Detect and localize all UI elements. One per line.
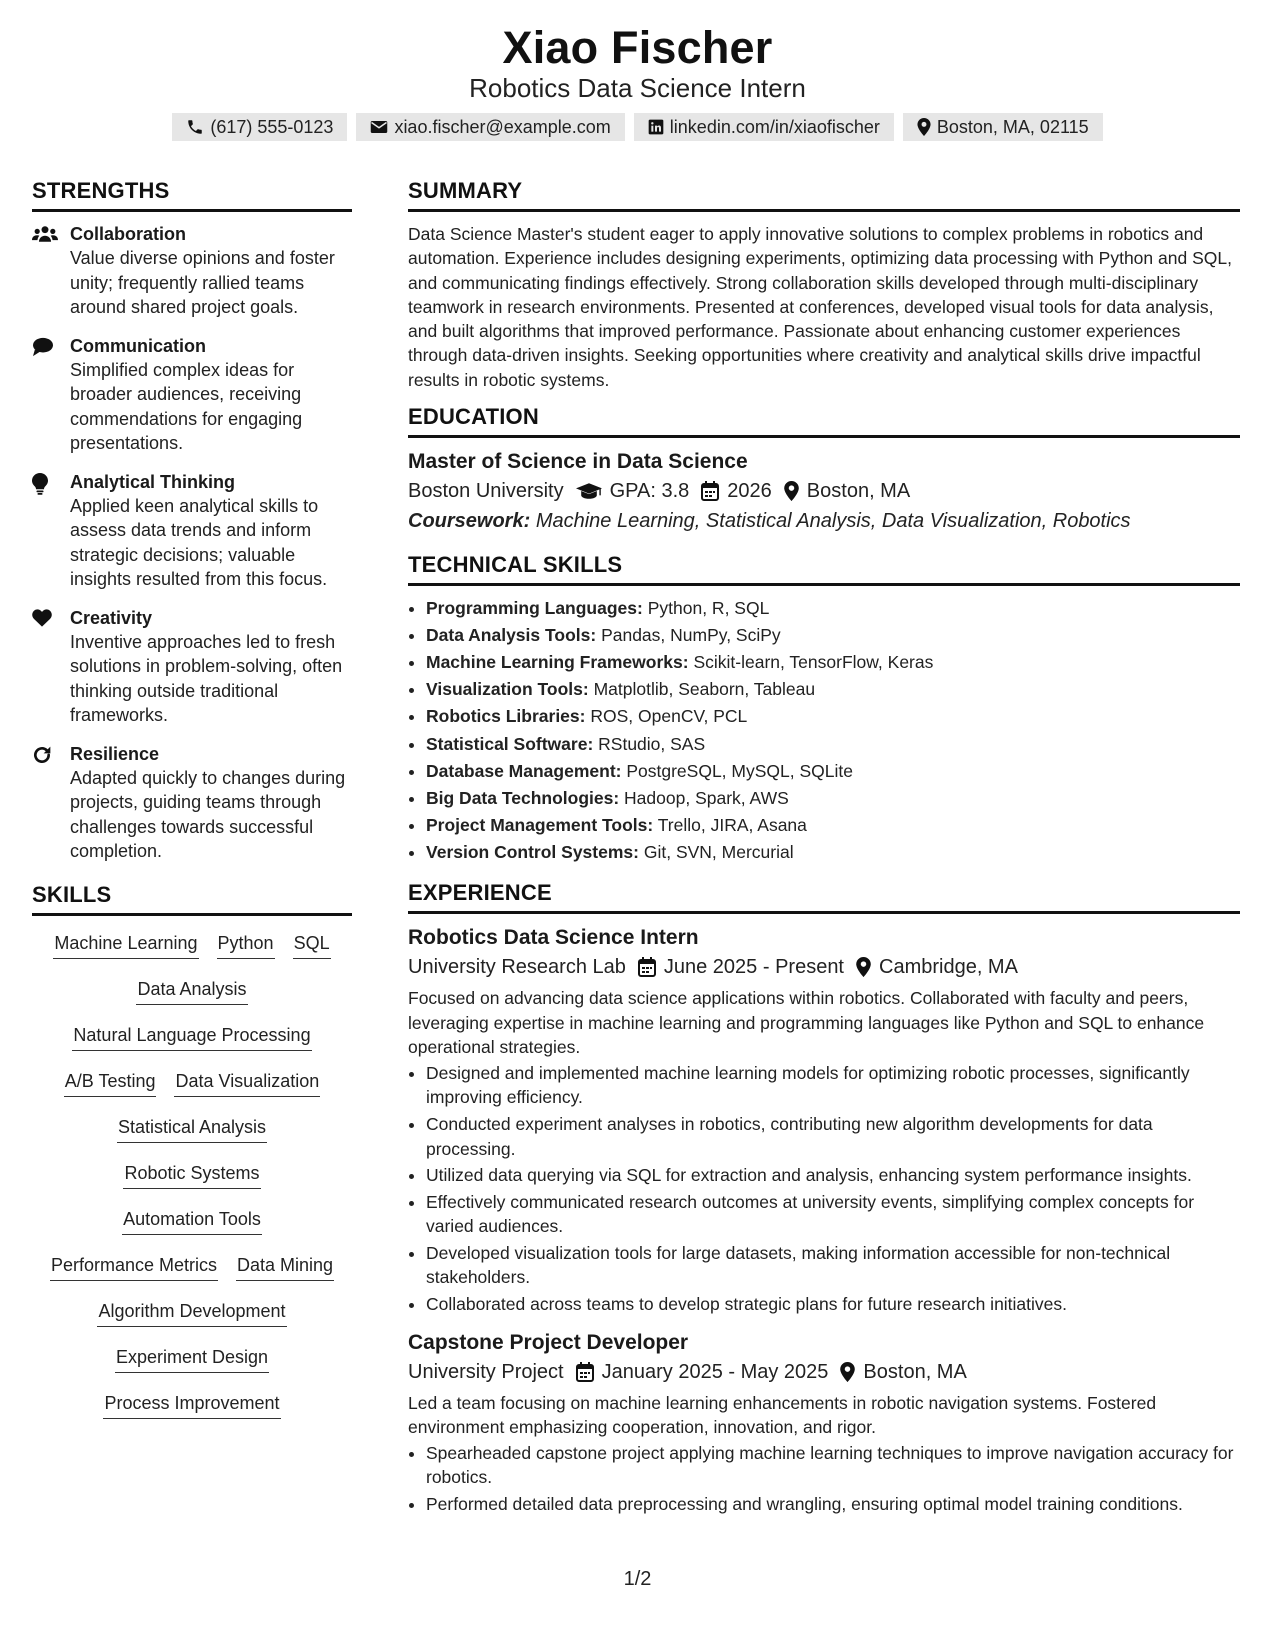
list-item: • Developed visualization tools for large datasets, making information accessible for non-technical stakeholders. [426,1241,1240,1290]
map-pin-icon [840,1362,855,1382]
technical-skills-list [408,596,1240,864]
skill-values: Python, R, SQL [647,598,770,619]
contact-location [903,113,1103,141]
map-pin-icon [784,481,799,501]
strengths-heading: STRENGTHS [32,178,352,212]
skill-values: Hadoop, Spark, AWS [624,787,789,808]
skill-tag: Robotic Systems [123,1160,260,1189]
skills-list [32,926,352,1436]
speech-bubble-icon [32,344,54,361]
skill-tag: Performance Metrics [50,1252,218,1281]
candidate-name: Xiao Fischer [502,22,773,73]
page-number: 1/2 [623,1568,652,1590]
heart-icon [32,614,52,631]
skill-tag: Process Improvement [103,1390,280,1419]
degree-title: Master of Science in Data Science [408,450,748,474]
list-item: • Spearheaded capstone project applying machine learning techniques to improve navigation accuracy for robotics. [426,1441,1240,1490]
skill-category: Programming Languages: [426,598,643,619]
email-text: xiao.fischer@example.com [394,116,611,137]
job-summary: Focused on advancing data science applications within robotics. Collaborated with faculty and peers, leveraging expertise in machine learning and programming languages like Python and SQL to enhance operational strategies. [408,988,1205,1057]
strength-desc: Simplified complex ideas for broader audiences, receiving commendations for engaging presentations. [70,359,303,453]
strength-item [32,606,352,728]
skill-tag: Algorithm Development [97,1298,286,1327]
list-item [426,732,1240,756]
strength-desc: Adapted quickly to changes during projects, guiding teams through challenges towards successful completion. [70,767,346,861]
strength-item [32,222,352,320]
coursework-list: Machine Learning, Statistical Analysis, Data Visualization, Robotics [535,510,1131,533]
map-pin-icon [856,957,871,977]
skill-category: Version Control Systems: [426,841,639,862]
skill-tag: SQL [293,930,331,959]
summary-text: Data Science Master's student eager to apply innovative solutions to complex problems in robotics and automation. Experience includes designing experiments, optimizing data processing with Python and SQL, and communicating findings effectively. Strong collaboration skills developed through multi-disciplinary teamwork in research environments. Presented at conferences, developed visual tools for data analysis, and built algorithms that improved performance. Passionate about enhancing customer experiences through data-driven insights. Seeking opportunities where creativity and analytical skills drive impactful results in robotic systems. [408,224,1232,390]
list-item: • Performed detailed data preprocessing and wrangling, ensuring optimal model training conditions. [426,1492,1240,1516]
list-item: • Effectively communicated research outcomes at university events, simplifying complex concepts for varied audiences. [426,1190,1240,1239]
job-title: Capstone Project Developer [408,1330,689,1354]
skill-tag: Automation Tools [122,1206,262,1235]
skill-tag: Machine Learning [53,930,198,959]
school-location: Boston, MA [806,480,911,503]
skill-values: PostgreSQL, MySQL, SQLite [626,760,853,781]
list-item: • Collaborated across teams to develop strategic plans for future research initiatives. [426,1292,1240,1316]
calendar-icon [701,481,719,501]
skill-category: Machine Learning Frameworks: [426,652,689,673]
graduation-cap-icon [576,482,602,500]
strength-item [32,470,352,592]
location-text: Boston, MA, 02115 [936,116,1089,137]
strength-title: Communication [70,335,207,356]
contact-linkedin[interactable] [634,113,894,141]
candidate-title: Robotics Data Science Intern [469,73,806,103]
gpa-text: GPA: 3.8 [609,480,690,503]
skill-tag: Data Analysis [136,976,247,1005]
right-column [408,178,1240,1529]
skill-category: Robotics Libraries: [426,706,586,727]
education-heading: EDUCATION [408,404,1240,438]
list-item [426,813,1240,837]
list-item [426,704,1240,728]
school-name: Boston University [408,480,564,503]
linkedin-text: linkedin.com/in/xiaofischer [669,116,880,137]
list-item: • Designed and implemented machine learning models for optimizing robotic processes, significantly improving efficiency. [426,1061,1240,1110]
coursework-line [408,506,1240,536]
skill-tag: Statistical Analysis [117,1114,267,1143]
job-summary: Led a team focusing on machine learning enhancements in robotic navigation systems. Fostered environment emphasizing cooperation, innovation, and rigor. [408,1392,1157,1437]
job-dates: June 2025 - Present [663,956,844,979]
list-item [426,596,1240,620]
skill-category: Statistical Software: [426,733,594,754]
skill-values: ROS, OpenCV, PCL [590,706,748,727]
calendar-icon [638,957,656,977]
skill-category: Visualization Tools: [426,679,589,700]
summary-heading: SUMMARY [408,178,1240,212]
coursework-label: Coursework: [408,510,531,533]
contact-email[interactable] [356,113,624,141]
contact-bar [0,113,1275,141]
skill-category: Data Analysis Tools: [426,625,597,646]
skills-heading: SKILLS [32,882,352,916]
strength-desc: Inventive approaches led to fresh solutions in problem-solving, often thinking outside traditional frameworks. [70,631,343,725]
skill-values: Scikit-learn, TensorFlow, Keras [693,652,934,673]
experience-heading: EXPERIENCE [408,880,1240,914]
users-icon [32,230,58,247]
skill-values: Git, SVN, Mercurial [643,841,794,862]
skill-category: Big Data Technologies: [426,787,620,808]
strength-item [32,742,352,864]
job-meta [408,1357,1240,1387]
skill-tag: Experiment Design [115,1344,269,1373]
map-pin-icon [917,118,931,136]
job-entry [408,924,1240,1316]
linkedin-icon [648,119,664,135]
job-title: Robotics Data Science Intern [408,926,699,950]
list-item [426,759,1240,783]
job-org: University Research Lab [408,956,626,979]
strength-title: Creativity [70,607,153,628]
job-bullets [408,1441,1240,1516]
skill-values: Pandas, NumPy, SciPy [601,625,781,646]
phone-text: (617) 555-0123 [210,116,334,137]
strength-title: Resilience [70,743,160,764]
list-item [426,840,1240,864]
skill-tag: Natural Language Processing [72,1022,311,1051]
skill-tag: A/B Testing [64,1068,157,1097]
contact-phone[interactable] [172,113,347,141]
list-item [426,650,1240,674]
list-item [426,786,1240,810]
lightbulb-icon [32,482,48,499]
redo-icon [32,752,52,769]
list-item: • Utilized data querying via SQL for extraction and analysis, enhancing system performance insights. [426,1163,1240,1187]
job-dates: January 2025 - May 2025 [601,1360,829,1383]
skill-values: Matplotlib, Seaborn, Tableau [593,679,816,700]
job-meta [408,952,1240,982]
job-org: University Project [408,1360,564,1383]
list-item [426,623,1240,647]
calendar-icon [576,1362,594,1382]
education-meta [408,476,1240,506]
phone-icon [186,118,204,136]
strength-item [32,334,352,456]
job-location: Boston, MA [863,1360,967,1383]
list-item: • Conducted experiment analyses in robotics, contributing new algorithm developments for data processing. [426,1112,1240,1161]
skill-values: Trello, JIRA, Asana [657,814,807,835]
envelope-icon [370,119,388,135]
skill-category: Database Management: [426,760,622,781]
skill-tag: Data Mining [236,1252,334,1281]
skill-tag: Python [217,930,275,959]
strength-title: Collaboration [70,224,186,244]
technical-skills-heading: TECHNICAL SKILLS [408,552,1240,586]
strength-title: Analytical Thinking [70,471,236,492]
list-item [426,677,1240,701]
skill-values: RStudio, SAS [598,733,706,754]
job-entry [408,1329,1240,1517]
job-bullets [408,1061,1240,1316]
skill-tag: Data Visualization [174,1068,320,1097]
graduation-year: 2026 [727,480,772,503]
skill-category: Project Management Tools: [426,814,654,835]
strength-desc: Value diverse opinions and foster unity; frequently rallied teams around shared project goals. [70,248,335,317]
left-column [32,178,352,1436]
job-location: Cambridge, MA [879,956,1018,979]
strength-desc: Applied keen analytical skills to assess data trends and inform strategic decisions; valuable insights resulted from this focus. [70,495,328,589]
